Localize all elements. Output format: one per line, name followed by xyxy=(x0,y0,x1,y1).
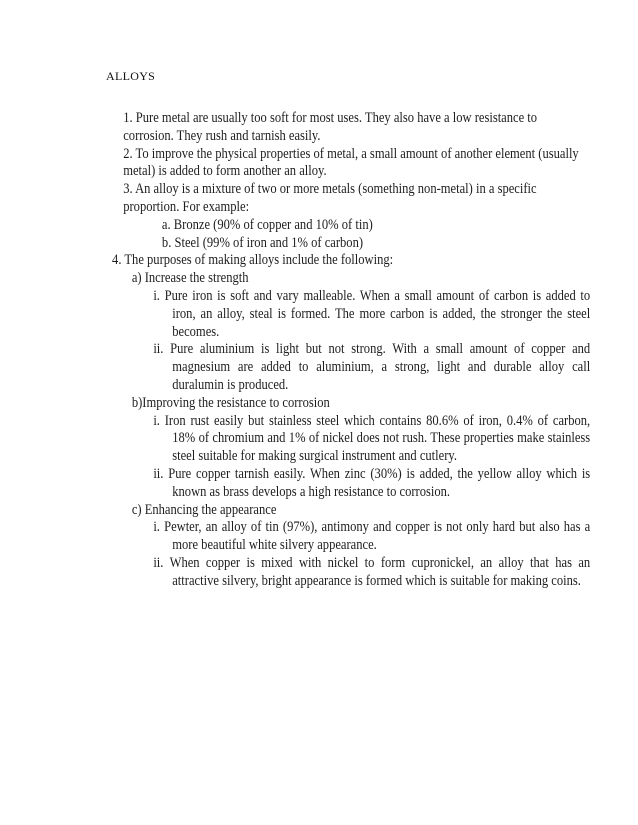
group-c-item-ii-text: When copper is mixed with nickel to form cupronickel, an alloy that has an attractive silvery, bright appearance is formed which is suitable for making coins. xyxy=(169,554,591,589)
example-b xyxy=(162,235,590,253)
document-title: ALLOYS xyxy=(106,69,156,83)
group-a-heading: a) Increase the strength xyxy=(131,270,249,287)
group-b-item-i xyxy=(153,413,590,466)
document-body xyxy=(100,110,591,591)
group-c-item-i-text: Pewter, an alloy of tin (97%), antimony and copper is not only hard but also has a more beautiful white silvery appearance. xyxy=(164,519,591,554)
example-a xyxy=(162,217,590,235)
example-a-label: a. xyxy=(161,216,171,233)
group-b-item-i-label: i. xyxy=(153,412,160,429)
group-a-item-i xyxy=(153,288,590,341)
group-a-item-ii-text: Pure aluminium is light but not strong. With a small amount of copper and magnesium are added to aluminium, a strong, light and durable alloy call duralumin is produced. xyxy=(170,341,591,393)
example-a-text: Bronze (90% of copper and 10% of tin) xyxy=(173,216,373,233)
group-c-item-ii xyxy=(153,555,590,591)
point-4-text: The purposes of making alloys include the following: xyxy=(124,252,394,269)
group-a-item-i-text: Pure iron is soft and vary malleable. When a small amount of carbon is added to iron, an alloy, steal is formed. The more carbon is added, the stronger the steel becomes. xyxy=(164,287,591,340)
group-b-item-ii-text: Pure copper tarnish easily. When zinc (30%) is added, the yellow alloy which is known as brass develops a high resistance to corrosion. xyxy=(168,465,591,500)
group-a-item-ii xyxy=(153,341,590,394)
group-b-heading: b)Improving the resistance to corrosion xyxy=(131,394,330,411)
group-c-item-i-label: i. xyxy=(153,519,160,536)
example-b-label: b. xyxy=(161,234,172,251)
point-3-text: An alloy is a mixture of two or more metals (something non-metal) in a specific proportion. For example: xyxy=(123,181,537,215)
point-2-text: To improve the physical properties of metal, a small amount of another element (usually metal) is added to form another an alloy. xyxy=(123,145,579,180)
group-a-item-i-label: i. xyxy=(153,287,160,304)
example-b-text: Steel (99% of iron and 1% of carbon) xyxy=(174,234,364,251)
group-c-item-ii-label: ii. xyxy=(153,554,164,571)
group-b-item-ii-label: ii. xyxy=(153,465,164,482)
point-3-number: 3. xyxy=(123,181,133,198)
point-1-number: 1. xyxy=(123,110,133,126)
group-b-item-ii xyxy=(153,466,590,502)
group-c-item-i xyxy=(153,519,590,555)
point-1 xyxy=(123,110,590,146)
point-1-text: Pure metal are usually too soft for most uses. They also have a low resistance to corrosion. They rush and tarnish easily. xyxy=(123,110,538,144)
group-a-item-ii-label: ii. xyxy=(153,341,164,358)
point-4-number: 4. xyxy=(112,252,122,269)
point-2 xyxy=(123,146,590,182)
point-4 xyxy=(112,252,590,270)
group-b-item-i-text: Iron rust easily but stainless steel which contains 80.6% of iron, 0.4% of carbon, 18% of chromium and 1% of nickel does not rush. These properties make stainless steel suitable for making surgical instrument and cutlery. xyxy=(164,412,591,465)
point-2-number: 2. xyxy=(123,145,133,162)
point-3 xyxy=(123,181,590,217)
group-c-heading: c) Enhancing the appearance xyxy=(131,501,277,518)
